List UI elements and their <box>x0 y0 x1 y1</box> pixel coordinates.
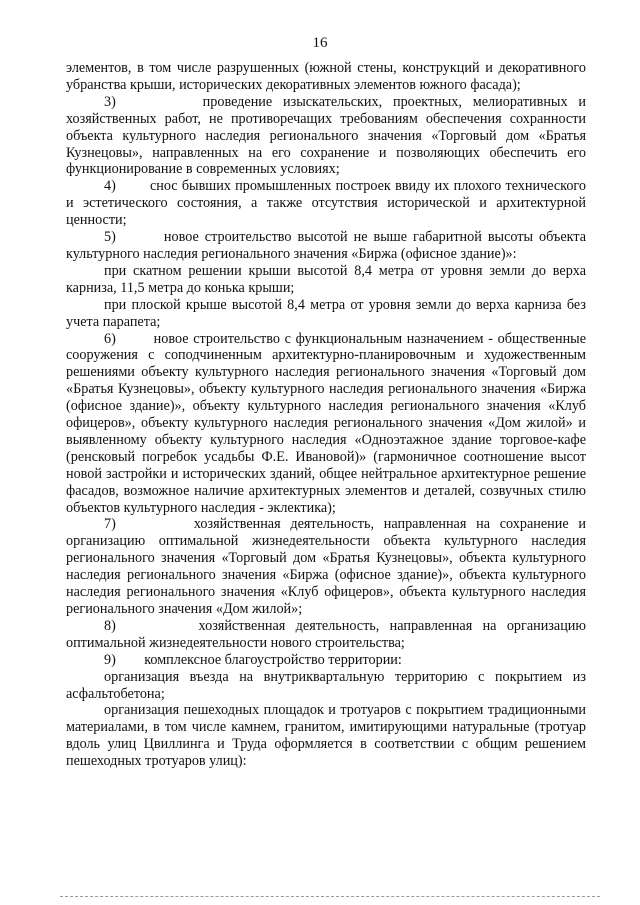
paragraph-sidewalks: организация пешеходных площадок и тротуаров с покрытием традиционными материалами, в том числе камнем, гранитом, имитирующими натуральные (тротуар вдоль улиц Цвиллинга и Труда оформляется в соответствии с общим решением пешеходных тротуаров улиц): <box>66 702 586 770</box>
paragraph-item-3: 3) проведение изыскательских, проектных, мелиоративных и хозяйственных работ, не противоречащих требованиям обеспечения сохранности объекта культурного наследия регионального значения «Торговый дом «Братья Кузнецовы», направленных на его сохранение и позволяющих обеспечить его функционирование в современных условиях; <box>66 93 586 178</box>
paragraph-continuation: элементов, в том числе разрушенных (южной стены, конструкций и декоративного убранства крыши, исторических декоративных элементов южного фасада); <box>66 60 586 93</box>
paragraph-item-5: 5) новое строительство высотой не выше габаритной высоты объекта культурного наследия регионального значения «Биржа (офисное здание)»: <box>66 229 586 262</box>
paragraph-item-7: 7) хозяйственная деятельность, направленная на сохранение и организацию оптимальной жизнедеятельности объекта культурного наследия регионального значения «Торговый дом «Братья Кузнецовы», объекта культурного наследия регионального значения «Биржа (офисное здание)», объекта культурного наследия регионального значения «Клуб офицеров», объекта культурного наследия регионального значения «Дом жилой»; <box>66 516 586 617</box>
document-body <box>66 60 586 770</box>
page-number: 16 <box>312 35 328 51</box>
bottom-scan-edge <box>60 896 600 897</box>
paragraph-entrance: организация въезда на внутриквартальную территорию с покрытием из асфальтобетона; <box>66 668 586 702</box>
paragraph-flat-roof: при плоской крыше высотой 8,4 метра от уровня земли до верха карниза без учета парапета; <box>66 296 586 330</box>
paragraph-item-6: 6) новое строительство с функциональным назначением - общественные сооружения с соподчиненным архитектурно-планировочным и художественным решениями объекту культурного наследия регионального значения «Торговый дом «Братья Кузнецовы», объекту культурного наследия регионального значения «Биржа (офисное здание)», объекту культурного наследия регионального значения «Клуб офицеров», объекту культурного наследия регионального значения «Дом жилой» и выявленному объекту культурного наследия «Одноэтажное здание торговое-кафе (ренсковый погребок усадьбы Ф.Е. Ивановой)» (гармоничное соотношение высот новой застройки и исторических зданий, общее нейтральное архитектурное решение фасадов, возможное наличие архитектурных элементов и деталей, созвучных стилю объектов культурного наследия - эклектика); <box>66 330 586 516</box>
paragraph-pitched-roof: при скатном решении крыши высотой 8,4 метра от уровня земли до верха карниза, 11,5 метра до конька крыши; <box>66 262 586 296</box>
paragraph-item-4: 4) снос бывших промышленных построек ввиду их плохого технического и эстетического состояния, а также отсутствия исторической и архитектурной ценности; <box>66 178 586 229</box>
paragraph-item-8: 8) хозяйственная деятельность, направленная на организацию оптимальной жизнедеятельности нового строительства; <box>66 617 586 651</box>
paragraph-item-9: 9) комплексное благоустройство территории: <box>104 651 402 668</box>
